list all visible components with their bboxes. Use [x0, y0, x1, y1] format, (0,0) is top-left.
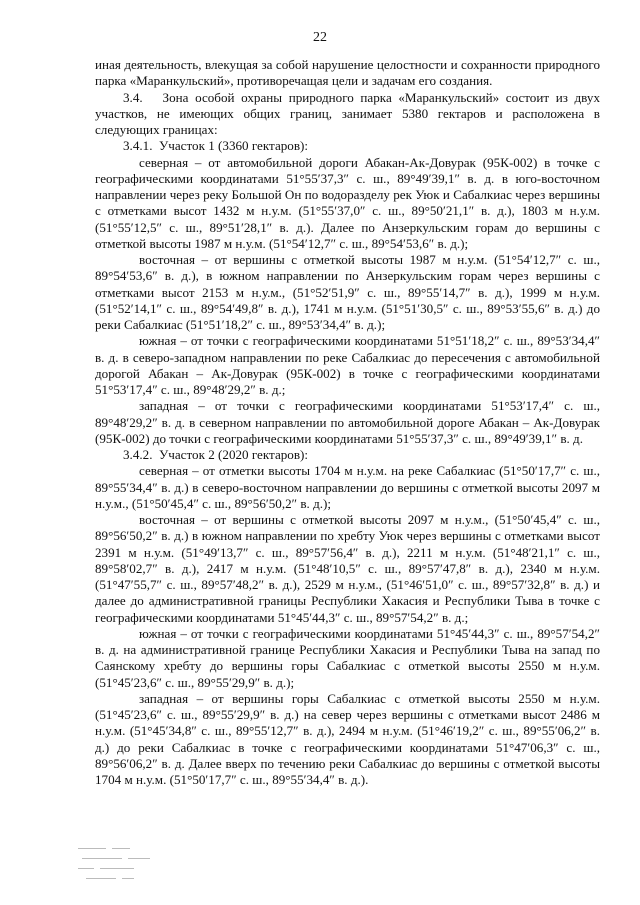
scan-artifact [78, 846, 178, 890]
paragraph: 3.4.2. Участок 2 (2020 гектаров): [123, 447, 309, 462]
paragraph: северная – от автомобильной дороги Абакан-Ак-Довурак (95К-002) в точке с географическими координатами 51°55′37,3″ с. ш., 89°49′39,1″ в. д. в юго-восточном направлении через реку Большой Он по водоразделу рек Уюк и Сабалкиас через вершины с отметками высот 1432 м н.у.м. (51°55′37,0″ с. ш., 89°50′21,1″ в. д.), 1803 м н.у.м. (51°55′12,5″ с. ш., 89°51′28,1″ в. д.). Далее по Анзеркульским горам до вершины с отметкой высоты 1987 м н.у.м. (51°54′12,7″ с. ш., 89°54′53,6″ в. д.); [95, 154, 600, 251]
paragraph: западная – от точки с географическими координатами 51°53′17,4″ с. ш., 89°48′29,2″ в. д. в северном направлении по автомобильной дороге Абакан – Ак-Довурак (95К-002) до точки с географическими координатами 51°55′37,3″ с. ш., 89°49′39,1″ в. д. [95, 398, 600, 446]
document-body [95, 57, 600, 788]
paragraph: восточная – от вершины с отметкой высоты 1987 м н.у.м. (51°54′12,7″ с. ш., 89°54′53,6″ в. д.), в южном направлении по Анзеркульским горам через вершины с отметками высот 2153 м н.у.м., (51°52′51,9″ с. ш., 89°55′14,7″ в. д.), 1999 м н.у.м. (51°52′14,1″ с. ш., 89°54′49,8″ в. д.), 1741 м н.у.м. (51°51′30,5″ с. ш., 89°53′55,6″ в. д.) до реки Сабалкиас (51°51′18,2″ с. ш., 89°53′34,4″ в. д.); [95, 252, 600, 332]
paragraph: 3.4.1. Участок 1 (3360 гектаров): [123, 138, 309, 154]
paragraph: иная деятельность, влекущая за собой нарушение целостности и сохранности природного парка «Маранкульский», противоречащая цели и задачам его создания. [95, 57, 600, 89]
paragraph: восточная – от вершины с отметкой высоты 2097 м н.у.м., (51°50′45,4″ с. ш., 89°56′50,2″ в. д.) в южном направлении по хребту Уюк через вершины с отметками высот 2391 м н.у.м. (51°49′13,7″ с. ш., 89°57′56,4″ в. д.), 2211 м н.у.м. (51°48′21,1″ с. ш., 89°58′02,7″ в. д.), 2417 м н.у.м. (51°48′10,5″ с. ш., 89°57′47,8″ в. д.), 2340 м н.у.м. (51°47′55,7″ с. ш., 89°57′48,2″ в. д.), 2529 м н.у.м., (51°46′51,0″ с. ш., 89°57′32,8″ в. д.) и далее до административной границы Республики Хакасия и Республики Тыва в точке с географическими координатами 51°45′44,3″ с. ш., 89°57′54,2″ в. д.; [95, 512, 600, 625]
paragraph: южная – от точки с географическими координатами 51°51′18,2″ с. ш., 89°53′34,4″ в. д. в северо-западном направлении по реке Сабалкиас до пересечения с автомобильной дорогой Абакан – Ак-Довурак (95К-002) в точке с географическими координатами 51°53′17,4″ с. ш., 89°48′29,2″ в. д.; [95, 333, 600, 397]
paragraph: южная – от точки с географическими координатами 51°45′44,3″ с. ш., 89°57′54,2″ в. д. на административной границе Республики Хакасия и Республики Тыва на запад по Саянскому хребту до вершины горы Сабалкиас с отметкой высоты 2550 м н.у.м. (51°45′23,6″ с. ш., 89°55′29,9″ в. д.); [95, 625, 600, 690]
paragraph: 3.4. Зона особой охраны природного парка «Маранкульский» состоит из двух участков, не имеющих общих границ, занимает 5380 гектаров и расположена в следующих границах: [95, 89, 600, 137]
paragraph: северная – от отметки высоты 1704 м н.у.м. на реке Сабалкиас (51°50′17,7″ с. ш., 89°55′34,4″ в. д.) в северо-восточном направлении до вершины с отметкой высоты 2097 м н.у.м., (51°50′45,4″ с. ш., 89°56′50,2″ в. д.); [95, 463, 600, 511]
paragraph: западная – от вершины горы Сабалкиас с отметкой высоты 2550 м н.у.м. (51°45′23,6″ с. ш., 89°55′29,9″ в. д.) на север через вершины с отметками высот 2486 м н.у.м. (51°45′34,8″ с. ш., 89°55′12,7″ в. д.), 2494 м н.у.м. (51°46′19,2″ с. ш., 89°55′06,2″ в. д.) до реки Сабалкиас в точке с географическими координатами 51°47′06,3″ с. ш., 89°56′06,2″ в. д. Далее вверх по течению реки Сабалкиас до вершины с отметкой высоты 1704 м н.у.м. (51°50′17,7″ с. ш., 89°55′34,4″ в. д.). [95, 690, 600, 787]
page-number: 22 [313, 30, 327, 45]
